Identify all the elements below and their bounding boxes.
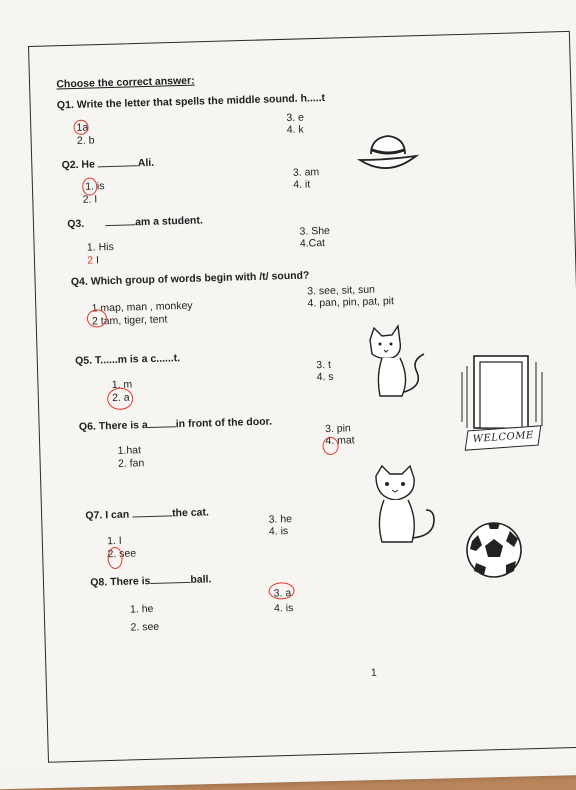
welcome-mat: WELCOME (465, 425, 542, 450)
q2-option-3: 3. am (292, 166, 320, 179)
q7-option-3: 3. he (268, 513, 293, 526)
q2-title: Q2. He Ali. (61, 156, 155, 172)
q4-title: Q4. Which group of words begin with /t/ sound? (70, 269, 310, 289)
q3-option-4: 4.Cat (299, 237, 326, 250)
q5-option-1: 1. m (111, 378, 133, 392)
kitten-icon (372, 466, 438, 546)
instructions: Choose the correct answer: (56, 74, 195, 91)
soccer-ball-icon (466, 521, 522, 579)
q5-option-3: 3. t (316, 358, 332, 372)
q2-option-4: 4. it (293, 178, 311, 191)
q2-option-2: 2. I (82, 193, 98, 206)
door-icon (458, 352, 548, 434)
q7-option-2: 2. see (107, 547, 137, 561)
q1-option-2: 2. b (76, 134, 95, 147)
q6-option-4: 4. mat (325, 434, 355, 448)
q3-option-3: 3. She (299, 224, 331, 238)
answer-circle-q5 (107, 387, 134, 410)
q1-option-3: 3. e (286, 111, 305, 125)
page-number: 1 (370, 666, 377, 679)
q7-title: Q7. I can the cat. (85, 506, 210, 522)
q5-option-4: 4. s (316, 370, 334, 384)
cat-icon (364, 326, 436, 400)
q3-option-2: 2 I (87, 254, 100, 267)
q8-option-1: 1. he (129, 602, 154, 616)
hat-icon (357, 130, 419, 176)
q2-option-1: 1. is (85, 180, 105, 193)
q5-title: Q5. T......m is a c......t. (74, 352, 181, 368)
q1-option-1: 1a (76, 121, 89, 134)
q6-option-2: 2. fan (117, 457, 145, 470)
q4-option-3: 3. see, sit, sun (307, 283, 376, 298)
q4-option-4: 4. pan, pin, pat, pit (307, 295, 395, 310)
q7-option-4: 4. is (268, 525, 289, 538)
q8-option-2: 2. see (130, 620, 160, 634)
answer-circle-q6 (322, 437, 338, 455)
q1-title: Q1. Write the letter that spells the middle sound. h.....t (56, 91, 326, 112)
q4-option-2: 2 tam, tiger, tent (91, 313, 168, 328)
q4-option-1: 1 map, man , monkey (91, 299, 193, 315)
q6-title: Q6. There is a in front of the door. (78, 415, 273, 433)
q6-option-1: 1.hat (117, 444, 142, 457)
q8-option-4: 4. is (273, 602, 294, 615)
q3-title: Q3. am a student. (67, 214, 203, 231)
answer-circle-q7 (107, 547, 123, 569)
q6-option-3: 3. pin (324, 422, 351, 436)
q1-option-4: 4. k (286, 123, 304, 137)
q8-option-3: 3. a (273, 587, 292, 600)
q5-option-2: 2. a (111, 391, 130, 405)
q8-title: Q8. There is ball. (90, 573, 212, 589)
q7-option-1: 1. I (106, 534, 122, 548)
q3-option-1: 1. His (86, 240, 114, 254)
